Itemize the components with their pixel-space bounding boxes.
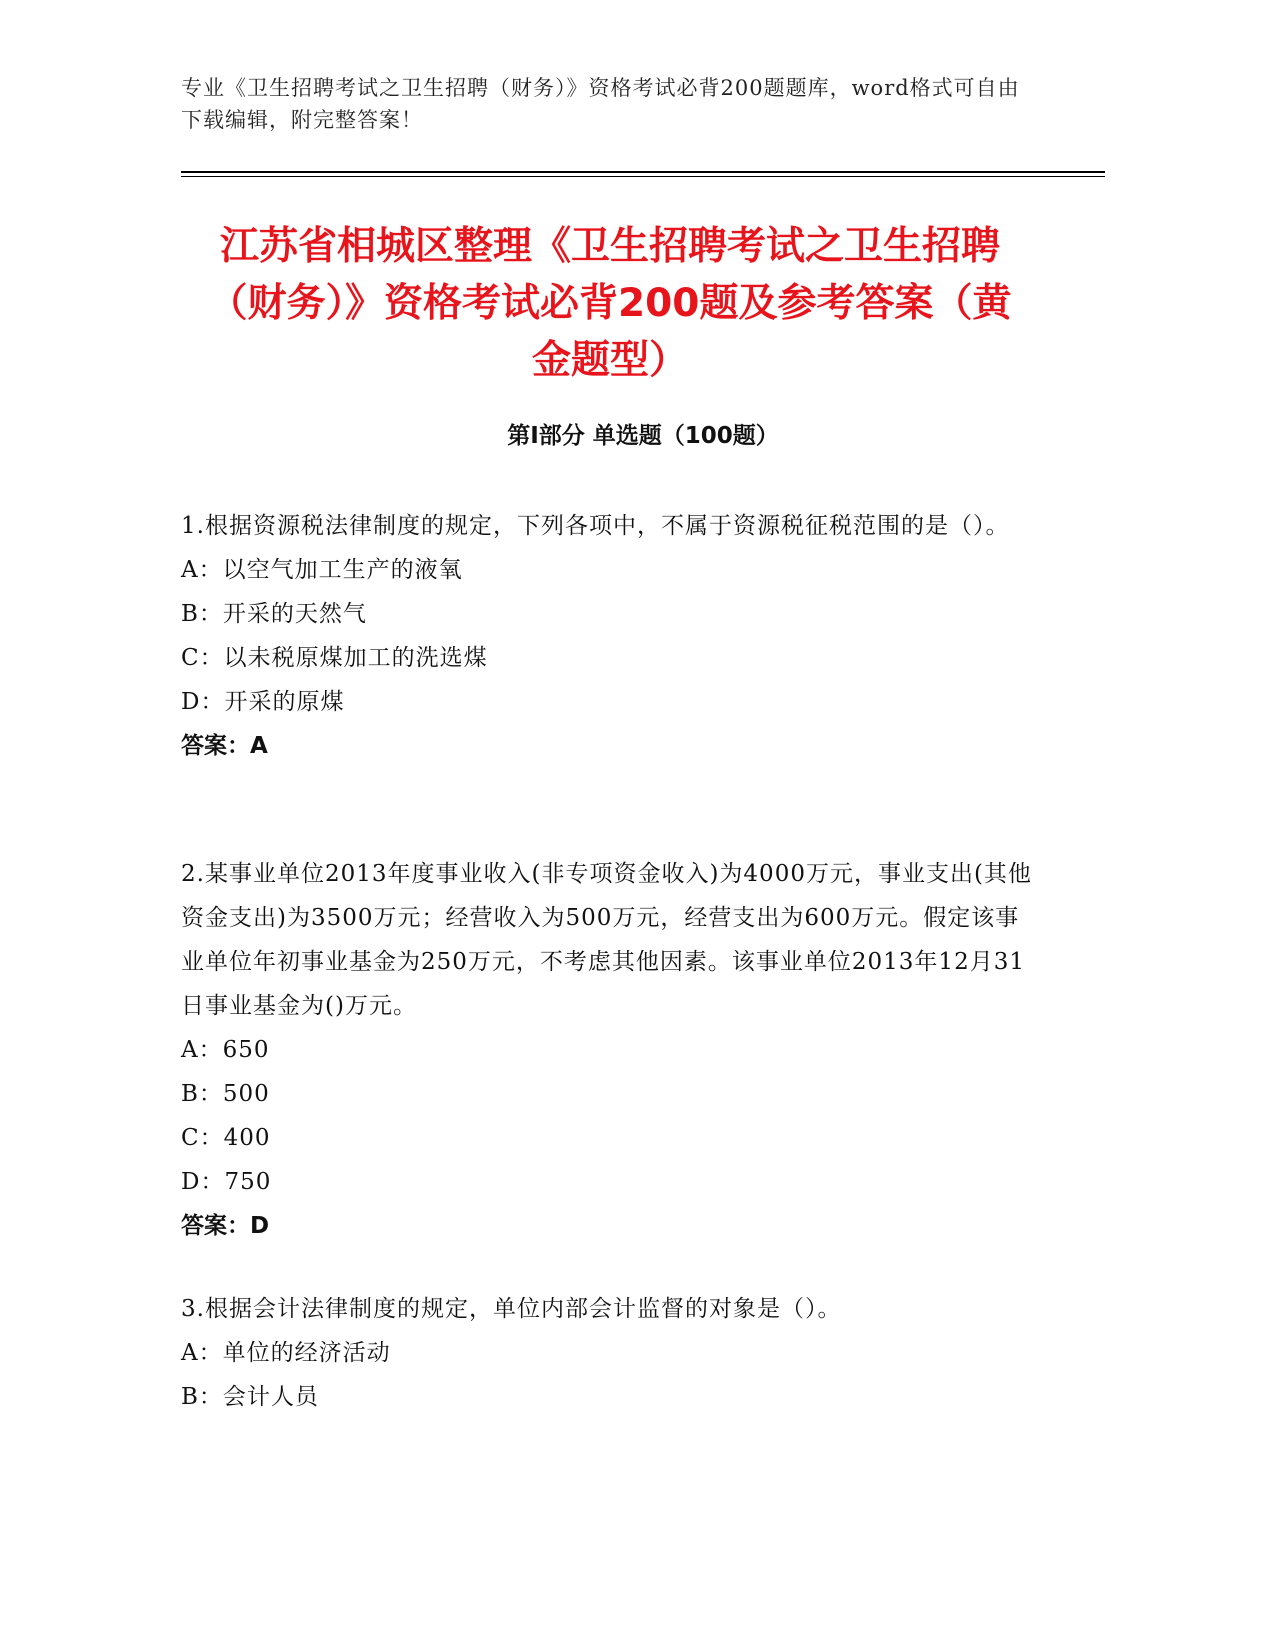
answer-line: 答案：D (181, 1213, 270, 1239)
option-c: C：以未税原煤加工的洗选煤 (181, 645, 488, 671)
question-stem: 2.某事业单位2013年度事业收入(非专项资金收入)为4000万元，事业支出(其他资金支出)为3500万元；经营收入为500万元，经营支出为600万元。假定该事业单位年初事业基金为250万元，不考虑其他因素。该事业单位2013年12月31日事业基金为()万元。 (181, 861, 1032, 1019)
question-stem: 1.根据资源税法律制度的规定，下列各项中，不属于资源税征税范围的是（）。 (181, 513, 1010, 539)
option-b: B：500 (181, 1081, 270, 1107)
answer-line: 答案：A (181, 733, 268, 759)
header-rule-thick (181, 171, 1105, 173)
option-a: A：以空气加工生产的液氧 (181, 557, 463, 583)
option-c: C：400 (181, 1125, 271, 1151)
option-d: D：750 (181, 1169, 272, 1195)
question-1 (181, 504, 1041, 768)
header-note: 专业《卫生招聘考试之卫生招聘（财务）》资格考试必背200题题库，word格式可自由下载编辑，附完整答案！ (181, 76, 1020, 132)
option-a: A：单位的经济活动 (181, 1340, 391, 1366)
option-b: B：会计人员 (181, 1384, 319, 1410)
question-stem: 3.根据会计法律制度的规定，单位内部会计监督的对象是（）。 (181, 1296, 842, 1322)
section-heading: 第I部分 单选题（100题） (507, 423, 779, 449)
option-b: B：开采的天然气 (181, 601, 367, 627)
header-rule-thin (181, 176, 1105, 177)
question-3 (181, 1287, 1041, 1419)
option-a: A：650 (181, 1037, 270, 1063)
document-title: 江苏省相城区整理《卫生招聘考试之卫生招聘（财务）》资格考试必背200题及参考答案（黄金题型） (208, 224, 1012, 383)
option-d: D：开采的原煤 (181, 689, 345, 715)
question-2 (181, 852, 1041, 1248)
